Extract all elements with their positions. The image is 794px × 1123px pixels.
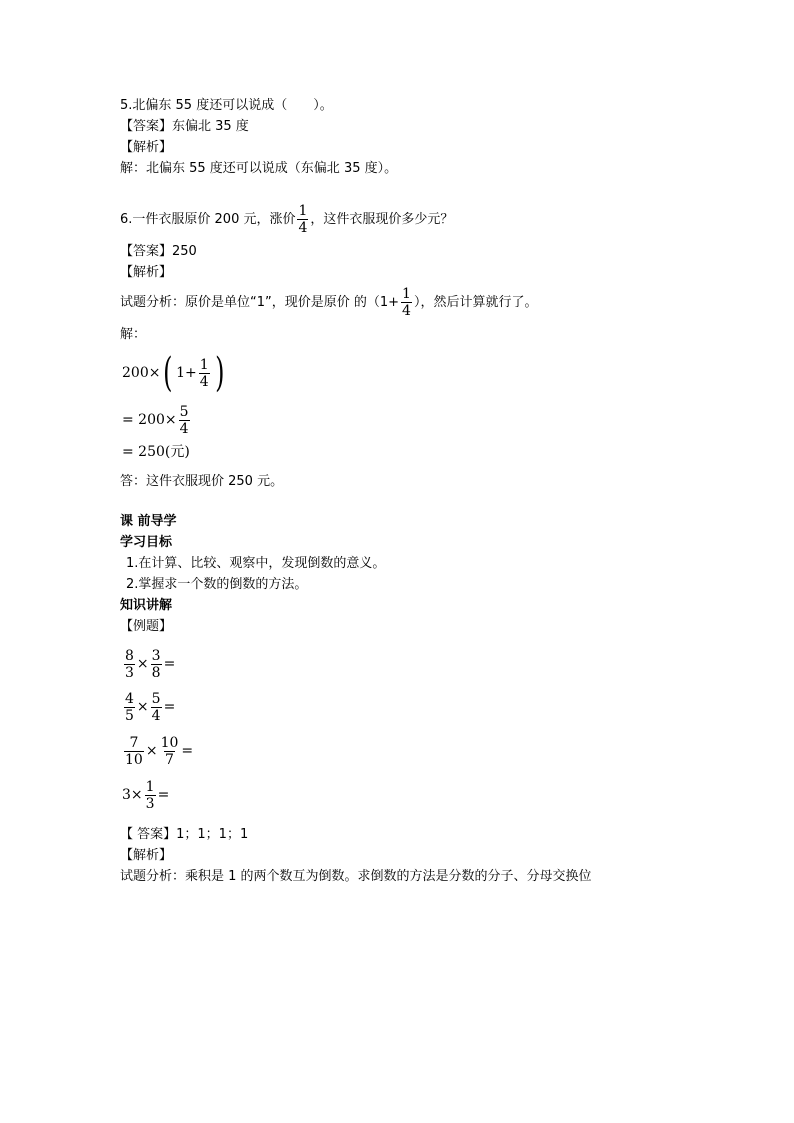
step1-left: 200× [122,365,161,381]
knowledge-label: 知识讲解 [120,598,173,613]
fraction-denominator: 4 [402,303,411,319]
times-sign: × [136,656,149,672]
goal-label: 学习目标 [120,535,173,550]
example-fraction-b [151,691,162,724]
fraction-denominator: 3 [125,664,134,681]
fraction-numerator: 1 [402,286,411,302]
step1-fraction [199,357,210,390]
q6-question [120,202,453,238]
example-fraction-b [145,779,156,812]
fraction-numerator: 1 [199,356,209,373]
q6-analysis-prefix: 试题分析：原价是单位“1”，现价是原价 的（1+ [120,295,400,310]
fraction-numerator: 5 [179,403,189,420]
example-2 [122,689,175,725]
q6-step2 [122,402,192,438]
q6-question-prefix: 6.一件衣服原价 200 元，涨价 [120,212,296,227]
fraction-numerator: 4 [125,690,134,707]
fraction-denominator: 5 [125,707,134,724]
q5-answer: 【答案】东偏北 35 度 [120,119,249,134]
fraction-numerator: 1 [298,203,308,219]
q6-final: 答：这件衣服现价 250 元。 [120,474,284,489]
fraction-denominator: 3 [145,795,155,812]
q6-step3: = 250(元) [122,444,190,460]
whole-number: 3 [122,787,131,803]
example-fraction-a [124,691,135,724]
times-sign: × [145,743,158,759]
fraction-numerator: 10 [160,734,179,751]
example-fraction-b [160,735,180,768]
left-paren: ( [163,350,173,396]
right-paren: ) [214,350,225,396]
example-fraction-b [151,648,162,681]
fraction-denominator: 10 [125,751,143,768]
q6-solve-label: 解： [120,327,147,342]
example-fraction-a [124,735,144,768]
step1-inner: 1+ [176,365,197,381]
q6-step1 [122,351,227,395]
fraction-denominator: 4 [298,220,308,236]
preview-analysis-label: 【解析】 [120,848,173,863]
equals-sign: = [163,699,176,715]
q5-analysis-label: 【解析】 [120,140,173,155]
example-fraction-a [124,648,135,681]
q6-analysis-suffix: ），然后计算就行了。 [413,295,538,310]
goal-2: 2.掌握求一个数的倒数的方法。 [126,577,308,592]
fraction-denominator: 4 [199,373,209,390]
example-3 [122,733,193,769]
preview-analysis: 试题分析：乘积是 1 的两个数互为倒数。求倒数的方法是分数的分子、分母交换位 [120,869,592,884]
q5-question: 5.北偏东 55 度还可以说成（ ）。 [120,98,333,113]
fraction-numerator: 7 [129,734,139,751]
equals-sign: = [163,656,176,672]
preview-title: 课 前导学 [120,514,177,529]
q6-analysis [120,285,537,321]
example-label: 【例题】 [120,619,173,634]
fraction-numerator: 5 [151,690,161,707]
q6-question-fraction [297,203,308,236]
example-4 [122,777,169,813]
q6-answer: 【答案】250 [120,244,197,259]
preview-answer: 【 答案】1；1；1；1 [120,827,249,842]
step2-fraction [179,404,190,437]
fraction-denominator: 4 [179,420,189,437]
example-1 [122,646,175,682]
fraction-denominator: 4 [151,707,161,724]
q5-solution: 解：北偏东 55 度还可以说成（东偏北 35 度）。 [120,161,398,176]
step2-left: = 200× [122,412,177,428]
equals-sign: = [157,787,170,803]
times-sign: × [130,787,143,803]
fraction-denominator: 7 [165,751,174,768]
fraction-numerator: 8 [125,647,134,664]
q6-analysis-label: 【解析】 [120,265,173,280]
fraction-denominator: 8 [151,664,161,681]
q6-question-suffix: ，这件衣服现价多少元？ [310,212,454,227]
fraction-numerator: 3 [151,647,161,664]
equals-sign: = [181,743,194,759]
goal-1: 1.在计算、比较、观察中，发现倒数的意义。 [126,556,386,571]
fraction-numerator: 1 [145,778,155,795]
q6-analysis-fraction [401,286,412,319]
times-sign: × [136,699,149,715]
